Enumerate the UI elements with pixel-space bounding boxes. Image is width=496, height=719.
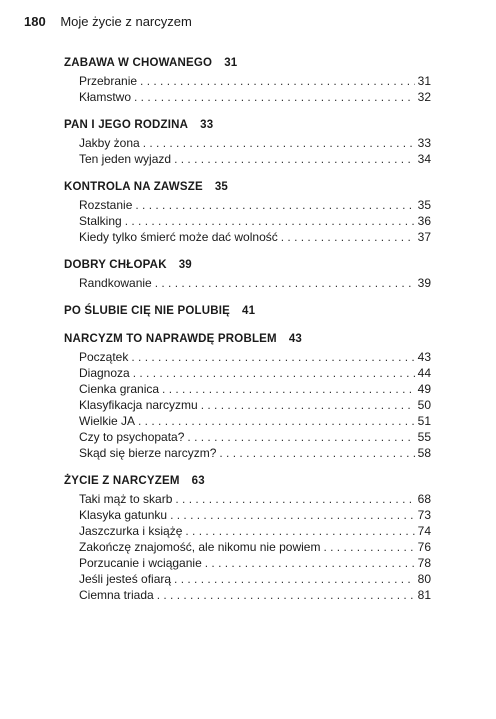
- section-page: 39: [178, 259, 192, 271]
- toc-section: [64, 474, 431, 603]
- entry-title: Porzucanie i wciąganie: [79, 556, 202, 570]
- entry-page: 37: [417, 230, 431, 244]
- dot-leader: [125, 213, 415, 229]
- dot-leader: [134, 89, 415, 105]
- entry-page: 44: [417, 366, 431, 380]
- entry-title: Przebranie: [79, 74, 138, 88]
- toc-entry[interactable]: [79, 349, 431, 365]
- toc-section: [64, 118, 431, 167]
- entry-title: Kiedy tylko śmierć może dać wolność: [79, 230, 278, 244]
- section-page: 31: [224, 57, 238, 69]
- running-header: [24, 14, 192, 29]
- entry-title: Klasyka gatunku: [79, 508, 168, 522]
- dot-leader: [174, 151, 415, 167]
- entry-title: Diagnoza: [79, 366, 130, 380]
- entry-page: 49: [417, 382, 431, 396]
- section-page: 63: [191, 475, 205, 487]
- entry-page: 33: [417, 136, 431, 150]
- dot-leader: [155, 275, 415, 291]
- dot-leader: [185, 523, 414, 539]
- section-title: DOBRY CHŁOPAK: [64, 259, 167, 271]
- dot-leader: [143, 135, 415, 151]
- toc-entry[interactable]: [79, 429, 431, 445]
- entry-title: Taki mąż to skarb: [79, 492, 173, 506]
- toc-entry[interactable]: [79, 555, 431, 571]
- dot-leader: [187, 429, 414, 445]
- toc-entry[interactable]: [79, 507, 431, 523]
- entry-page: 68: [417, 492, 431, 506]
- toc-section: [64, 304, 431, 319]
- section-page: 43: [288, 333, 303, 345]
- entry-page: 35: [417, 198, 431, 212]
- toc-entry[interactable]: [79, 413, 431, 429]
- section-title: NARCYZM TO NAPRAWDĘ PROBLEM: [64, 333, 277, 345]
- entry-title: Rozstanie: [79, 198, 133, 212]
- entry-page: 51: [417, 414, 431, 428]
- dot-leader: [323, 539, 414, 555]
- toc-entry[interactable]: [79, 73, 431, 89]
- toc-entry[interactable]: [79, 365, 431, 381]
- section-heading: [64, 332, 431, 347]
- entry-title: Wielkie JA: [79, 414, 136, 428]
- dot-leader: [219, 445, 414, 461]
- entry-title: Jaszczurka i książę: [79, 524, 183, 538]
- section-heading: [64, 304, 431, 319]
- entry-page: 34: [417, 152, 431, 166]
- toc-entry[interactable]: [79, 587, 431, 603]
- toc-entry[interactable]: [79, 151, 431, 167]
- dot-leader: [175, 491, 414, 507]
- dot-leader: [174, 571, 415, 587]
- entry-page: 76: [417, 540, 431, 554]
- toc-entry[interactable]: [79, 89, 431, 105]
- entry-title: Ten jeden wyjazd: [79, 152, 172, 166]
- entry-page: 50: [417, 398, 431, 412]
- toc-section: [64, 56, 431, 105]
- entry-page: 55: [417, 430, 431, 444]
- entry-page: 81: [417, 588, 431, 602]
- toc-section: [64, 258, 431, 291]
- section-title: ZABAWA W CHOWANEGO: [64, 57, 213, 69]
- entry-title: Cienka granica: [79, 382, 160, 396]
- entry-title: Kłamstwo: [79, 90, 132, 104]
- section-page: 33: [200, 119, 214, 131]
- dot-leader: [281, 229, 415, 245]
- running-title: Moje życie z narcyzem: [60, 14, 192, 29]
- dot-leader: [138, 413, 415, 429]
- entry-page: 78: [417, 556, 431, 570]
- entry-title: Randkowanie: [79, 276, 152, 290]
- toc-entry[interactable]: [79, 571, 431, 587]
- entry-title: Jakby żona: [79, 136, 140, 150]
- section-page: 41: [242, 305, 256, 317]
- entry-title: Jeśli jesteś ofiarą: [79, 572, 172, 586]
- entry-page: 80: [417, 572, 431, 586]
- page-number: 180: [24, 14, 46, 29]
- entry-title: Ciemna triada: [79, 588, 154, 602]
- toc-entry[interactable]: [79, 491, 431, 507]
- entry-title: Początek: [79, 350, 129, 364]
- dot-leader: [162, 381, 415, 397]
- dot-leader: [131, 349, 414, 365]
- toc-entry[interactable]: [79, 135, 431, 151]
- section-heading: [64, 474, 431, 489]
- entry-title: Klasyfikacja narcyzmu: [79, 398, 198, 412]
- entry-page: 39: [417, 276, 431, 290]
- entry-page: 74: [417, 524, 431, 538]
- entry-page: 31: [417, 74, 431, 88]
- entry-title: Stalking: [79, 214, 122, 228]
- toc-entry[interactable]: [79, 397, 431, 413]
- section-title: KONTROLA NA ZAWSZE: [64, 181, 203, 193]
- dot-leader: [133, 365, 415, 381]
- section-title: PO ŚLUBIE CIĘ NIE POLUBIĘ: [64, 305, 231, 317]
- toc-entry[interactable]: [79, 275, 431, 291]
- entry-page: 73: [417, 508, 431, 522]
- section-title: ŻYCIE Z NARCYZEM: [64, 475, 180, 487]
- entry-page: 43: [417, 350, 431, 364]
- toc-entry[interactable]: [79, 197, 431, 213]
- table-of-contents: [64, 56, 431, 616]
- toc-section: [64, 180, 431, 245]
- dot-leader: [205, 555, 415, 571]
- entry-title: Zakończę znajomość, ale nikomu nie powiem: [79, 540, 321, 554]
- dot-leader: [201, 397, 415, 413]
- toc-entry[interactable]: [79, 381, 431, 397]
- section-heading: [64, 56, 431, 71]
- toc-section: [64, 332, 431, 461]
- dot-leader: [135, 197, 414, 213]
- toc-entry[interactable]: [79, 523, 431, 539]
- toc-entry[interactable]: [79, 445, 431, 461]
- toc-entry[interactable]: [79, 213, 431, 229]
- dot-leader: [140, 73, 415, 89]
- section-page: 35: [214, 181, 229, 193]
- entry-title: Czy to psychopata?: [79, 430, 185, 444]
- toc-entry[interactable]: [79, 229, 431, 245]
- entry-title: Skąd się bierze narcyzm?: [79, 446, 217, 460]
- entry-page: 58: [417, 446, 431, 460]
- section-heading: [64, 118, 431, 133]
- dot-leader: [157, 587, 415, 603]
- toc-entry[interactable]: [79, 539, 431, 555]
- entry-page: 36: [417, 214, 431, 228]
- section-title: PAN I JEGO RODZINA: [64, 119, 189, 131]
- dot-leader: [170, 507, 415, 523]
- section-heading: [64, 180, 431, 195]
- section-heading: [64, 258, 431, 273]
- entry-page: 32: [417, 90, 431, 104]
